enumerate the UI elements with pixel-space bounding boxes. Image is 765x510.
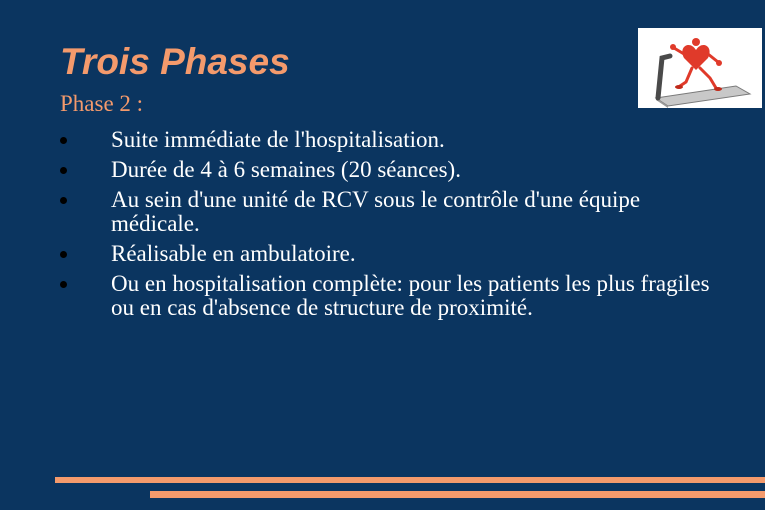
bullet-dot-icon — [60, 251, 67, 258]
bullet-item — [0, 242, 720, 266]
bullet-item — [0, 128, 720, 152]
bullet-text: Ou en hospitalisation complète: pour les patients les plus fragiles ou en cas d'absence de structure de proximité. — [111, 271, 710, 320]
bullet-item — [0, 272, 720, 320]
bullet-text: Suite immédiate de l'hospitalisation. — [111, 127, 445, 152]
bullet-text: Durée de 4 à 6 semaines (20 séances). — [111, 157, 461, 182]
heart-on-treadmill-icon — [638, 28, 762, 108]
decorative-line-top — [55, 477, 765, 483]
bullet-dot-icon — [60, 281, 67, 288]
bullet-list — [0, 128, 720, 326]
slide-title: Trois Phases — [60, 41, 290, 82]
bullet-text: Réalisable en ambulatoire. — [111, 241, 356, 266]
bullet-text: Au sein d'une unité de RCV sous le contrôle d'une équipe médicale. — [111, 187, 641, 236]
bullet-dot-icon — [60, 167, 67, 174]
bullet-dot-icon — [60, 137, 67, 144]
bullet-item — [0, 158, 720, 182]
bullet-item — [0, 188, 720, 236]
decorative-line-bottom — [150, 491, 765, 498]
phase-subtitle: Phase 2 : — [60, 91, 144, 116]
bullet-dot-icon — [60, 197, 67, 204]
